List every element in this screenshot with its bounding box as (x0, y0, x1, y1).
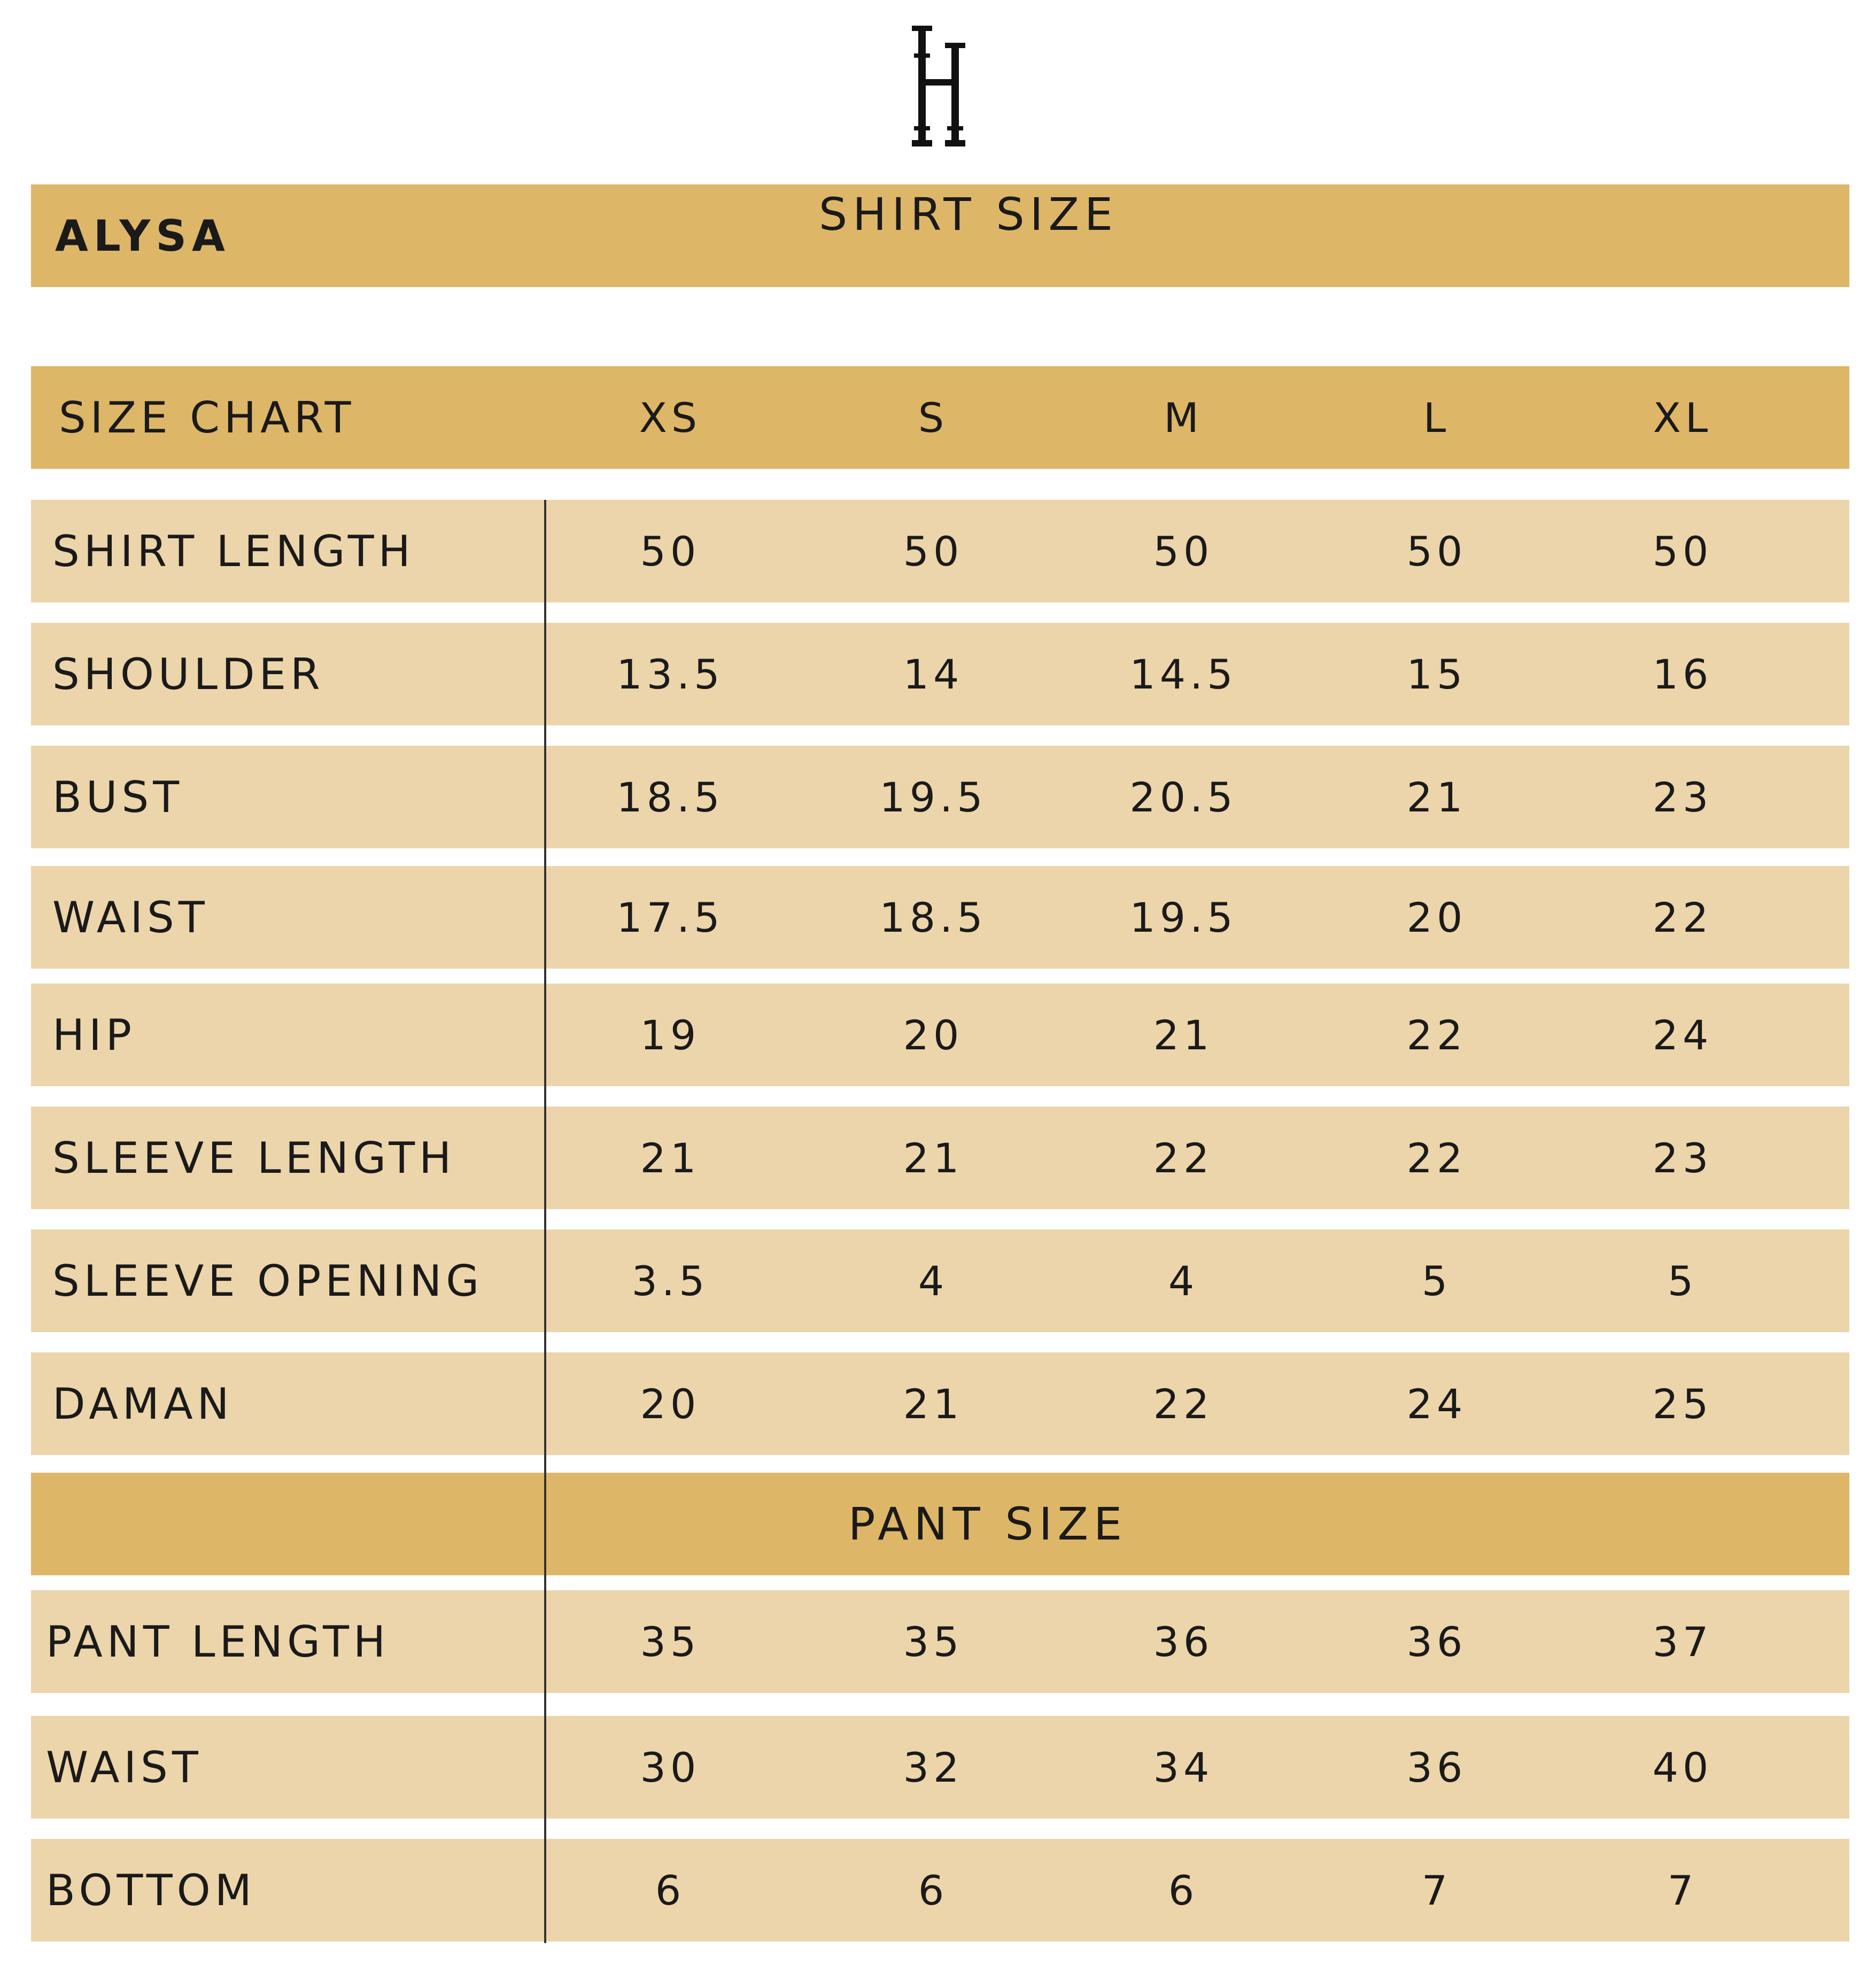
table-cell-5: 25 (1652, 1380, 1713, 1428)
table-row (31, 746, 1849, 848)
size-column-header-4: L (1423, 393, 1451, 442)
table-cell-4: 20 (1406, 893, 1467, 941)
table-cell-4: 7 (1421, 1866, 1452, 1914)
table-cell-1: 6 (655, 1866, 686, 1914)
table-cell-1: 35 (640, 1618, 701, 1666)
table-cell-5: 16 (1652, 650, 1713, 698)
size-column-header-1: XS (639, 393, 702, 442)
table-cell-2: 19.5 (879, 773, 987, 821)
table-cell-5: 5 (1667, 1257, 1698, 1305)
table-row (31, 1229, 1849, 1332)
table-cell-5: 40 (1652, 1743, 1713, 1791)
table-cell-1: 13.5 (616, 650, 724, 698)
row-label: WAIST (52, 892, 209, 942)
row-label: HIP (52, 1010, 136, 1060)
table-cell-4: 22 (1406, 1011, 1467, 1059)
title-band (31, 184, 1849, 287)
table-row (31, 984, 1849, 1086)
table-cell-2: 32 (903, 1743, 964, 1791)
table-cell-2: 6 (918, 1866, 949, 1914)
table-cell-2: 18.5 (879, 893, 987, 941)
table-row (31, 1716, 1849, 1819)
table-cell-4: 5 (1421, 1257, 1452, 1305)
pant-size-header (31, 1473, 1849, 1575)
table-cell-5: 37 (1652, 1618, 1713, 1666)
table-cell-3: 20.5 (1129, 773, 1237, 821)
table-cell-4: 22 (1406, 1134, 1467, 1182)
table-cell-3: 36 (1153, 1618, 1214, 1666)
table-cell-1: 20 (640, 1380, 701, 1428)
table-cell-1: 21 (640, 1134, 701, 1182)
size-column-header-5: XL (1653, 393, 1713, 442)
table-cell-5: 23 (1652, 773, 1713, 821)
table-cell-2: 20 (903, 1011, 964, 1059)
table-cell-3: 14.5 (1129, 650, 1237, 698)
table-cell-5: 7 (1667, 1866, 1698, 1914)
table-cell-4: 36 (1406, 1743, 1467, 1791)
table-row (31, 500, 1849, 602)
table-cell-5: 22 (1652, 893, 1713, 941)
table-cell-2: 14 (903, 650, 964, 698)
table-row (31, 1107, 1849, 1209)
size-chart-header (31, 366, 1849, 469)
table-cell-3: 50 (1153, 527, 1214, 575)
table-cell-3: 22 (1153, 1380, 1214, 1428)
table-row (31, 1590, 1849, 1693)
table-cell-1: 18.5 (616, 773, 724, 821)
table-cell-4: 24 (1406, 1380, 1467, 1428)
row-label: BOTTOM (46, 1865, 256, 1915)
table-cell-2: 50 (903, 527, 964, 575)
table-row (31, 623, 1849, 725)
table-cell-1: 19 (640, 1011, 701, 1059)
table-cell-1: 50 (640, 527, 701, 575)
table-row (31, 1352, 1849, 1455)
brand-name: ALYSA (55, 211, 230, 261)
pant-size-title: PANT SIZE (848, 1498, 1128, 1550)
table-cell-5: 24 (1652, 1011, 1713, 1059)
size-chart-label: SIZE CHART (59, 392, 355, 443)
table-cell-3: 21 (1153, 1011, 1214, 1059)
table-cell-5: 23 (1652, 1134, 1713, 1182)
table-cell-5: 50 (1652, 527, 1713, 575)
row-label: WAIST (46, 1742, 203, 1792)
table-cell-4: 36 (1406, 1618, 1467, 1666)
table-cell-3: 19.5 (1129, 893, 1237, 941)
row-label: PANT LENGTH (46, 1616, 390, 1667)
table-cell-1: 3.5 (631, 1257, 709, 1305)
row-label: SHOULDER (52, 649, 324, 699)
table-cell-3: 34 (1153, 1743, 1214, 1791)
table-cell-2: 21 (903, 1380, 964, 1428)
row-label: SLEEVE OPENING (52, 1256, 484, 1306)
row-label: BUST (52, 772, 184, 822)
table-cell-3: 22 (1153, 1134, 1214, 1182)
table-cell-2: 35 (903, 1618, 964, 1666)
monogram-h-logo-icon (909, 21, 967, 150)
table-cell-3: 4 (1168, 1257, 1199, 1305)
table-cell-2: 21 (903, 1134, 964, 1182)
table-cell-4: 21 (1406, 773, 1467, 821)
table-cell-4: 50 (1406, 527, 1467, 575)
shirt-size-title: SHIRT SIZE (818, 188, 1119, 241)
table-cell-3: 6 (1168, 1866, 1199, 1914)
table-cell-1: 17.5 (616, 893, 724, 941)
table-cell-2: 4 (918, 1257, 949, 1305)
row-label: SHIRT LENGTH (52, 526, 415, 576)
table-row (31, 1839, 1849, 1941)
row-label: SLEEVE LENGTH (52, 1133, 456, 1183)
size-column-header-2: S (918, 393, 949, 442)
table-cell-4: 15 (1406, 650, 1467, 698)
column-divider (544, 500, 546, 1943)
table-cell-1: 30 (640, 1743, 701, 1791)
table-row (31, 866, 1849, 969)
size-column-header-3: M (1164, 393, 1203, 442)
row-label: DAMAN (52, 1379, 234, 1429)
